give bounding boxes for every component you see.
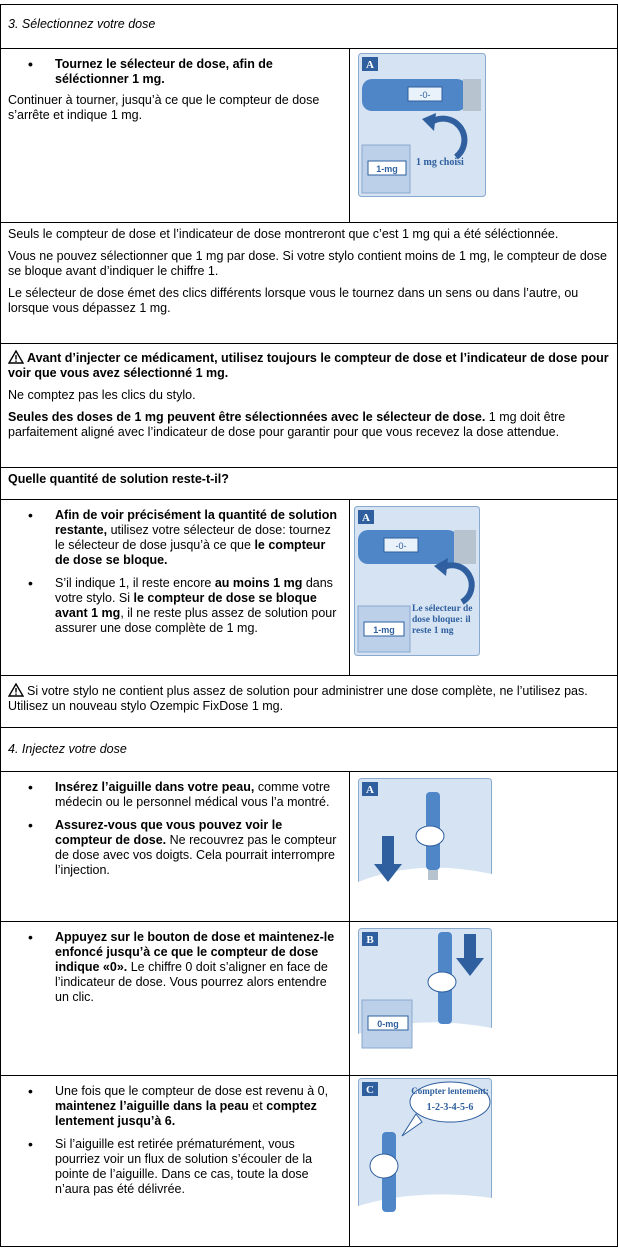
- warning1-paragraph-3: [8, 410, 610, 440]
- blocked-selector-illustration: [354, 506, 480, 656]
- insert-needle-illustration: [358, 778, 492, 904]
- warning1-p3-rest: 1 mg doit être parfaitement aligné avec l’indicateur de dose pour garantir pour que vous recevez la dose attendue.: [8, 410, 566, 439]
- figure-letter: A: [366, 59, 374, 71]
- warning2-row: [0, 675, 618, 727]
- remaining-heading-row: [0, 467, 618, 499]
- dose-counter-readout-2: 1-mg: [373, 625, 395, 635]
- bubble-count: 1-2-3-4-5-6: [426, 1102, 474, 1113]
- press-figure-cell: [350, 922, 617, 1075]
- note-paragraph-2: Vous ne pouvez sélectionner que 1 mg par dose. Si votre stylo contient moins de 1 mg, le compteur de dose se bloque avant d’indiquer le chiffre 1.: [8, 249, 607, 278]
- hold-bullet-2: • Si l’aiguille est retirée prématurément, vous pourriez voir un flux de solution s’écouler de la pointe de l’aiguille. Dans ce cas, toute la dose n’aura pas été délivrée.: [8, 1137, 341, 1197]
- step3-text-cell: [1, 49, 350, 222]
- step3-paragraph: Continuer à tourner, jusqu’à ce que le compteur de dose s’arrête et indique 1 mg.: [8, 93, 320, 122]
- insert-figure-cell: [350, 772, 617, 921]
- note-paragraph-1: Seuls le compteur de dose et l’indicateur de dose montreront que c’est 1 mg qui a été séléctionnée.: [8, 227, 559, 241]
- step3-instruction-row: [0, 48, 618, 222]
- step3-bullet: • Tournez le sélecteur de dose, afin de séléctionner 1 mg.: [8, 57, 341, 87]
- warning1-paragraph-2: Ne comptez pas les clics du stylo.: [8, 388, 196, 402]
- hold-text-cell: [1, 1076, 350, 1246]
- insert-bullet-2: • Assurez-vous que vous pouvez voir le compteur de dose. Ne recouvrez pas le compteur de dose avec vos doigts. Cela pourrait interrompre l’injection.: [8, 818, 341, 878]
- remaining-figure-cell: [350, 500, 617, 675]
- step3-heading: 3. Sélectionnez votre dose: [8, 17, 156, 31]
- figure-caption-2: Le sélecteur de dose bloque: il reste 1 mg: [412, 604, 473, 636]
- remaining-instruction-row: [0, 499, 618, 675]
- svg-text:-0-: -0-: [395, 541, 407, 551]
- press-bullet-1: • Appuyez sur le bouton de dose et maintenez-le enfoncé jusqu’à ce que le compteur de dose indique «0». Le chiffre 0 doit s’aligner en face de l’indicateur de dose. Vous pourrez alors entendre un clic.: [8, 930, 341, 1005]
- remaining-bullet-1: • Afin de voir précisément la quantité de solution restante, utilisez votre sélecteur de dose: tournez le sélecteur de dose jusqu’à ce que le compteur de dose se bloque.: [8, 508, 341, 568]
- step4-hold-row: [0, 1075, 618, 1247]
- hold-figure-cell: [350, 1076, 617, 1246]
- figure-caption: 1 mg choisi: [416, 157, 464, 168]
- notes-row: [0, 222, 618, 343]
- step4-heading-row: [0, 727, 618, 771]
- press-button-illustration: [358, 928, 492, 1056]
- note-paragraph-3: Le sélecteur de dose émet des clics différents lorsque vous le tournez dans un sens ou dans l’autre, ou lorsque vous dépassez 1 mg.: [8, 286, 579, 315]
- step3-heading-row: [0, 4, 618, 48]
- step4-heading: 4. Injectez votre dose: [8, 742, 127, 756]
- remaining-bullet-2: • S’il indique 1, il reste encore au moins 1 mg dans votre stylo. Si le compteur de dose se bloque avant 1 mg, il ne reste plus assez de solution pour assurer une dose complète de 1 mg.: [8, 576, 341, 636]
- warning1-p3-bold: Seules des doses de 1 mg peuvent être sélectionnées avec le sélecteur de dose.: [8, 410, 486, 424]
- hold-count-illustration: [358, 1078, 492, 1228]
- step3-figure-cell: [350, 49, 617, 222]
- press-text-cell: [1, 922, 350, 1075]
- svg-text:B: B: [366, 934, 374, 946]
- bubble-title: Compter lentement:: [411, 1086, 489, 1096]
- step4-press-row: [0, 921, 618, 1075]
- remaining-heading: Quelle quantité de solution reste-t-il?: [8, 472, 229, 486]
- warning2-text: Si votre stylo ne contient plus assez de solution pour administrer une dose complète, ne l’utilisez pas. Utilisez un nouveau stylo Ozempic FixDose 1 mg.: [8, 684, 588, 713]
- warning1-text: Avant d’injecter ce médicament, utilisez toujours le compteur de dose et l’indicateur de dose pour voir que vous avez sélectionné 1 mg.: [8, 351, 609, 380]
- svg-text:-0-: -0-: [419, 90, 431, 100]
- warning-icon: [8, 350, 24, 364]
- warning1-row: [0, 343, 618, 467]
- svg-text:A: A: [366, 784, 374, 796]
- svg-text:A: A: [362, 512, 370, 524]
- remaining-text-cell: [1, 500, 350, 675]
- dose-counter-readout: 1-mg: [376, 164, 398, 174]
- insert-text-cell: [1, 772, 350, 921]
- svg-text:C: C: [366, 1084, 374, 1096]
- dose-counter-readout-3: 0-mg: [377, 1019, 399, 1029]
- dial-dose-illustration: [358, 53, 486, 197]
- insert-bullet-1: • Insérez l’aiguille dans votre peau, comme votre médecin ou le personnel médical vous l’a montré.: [8, 780, 341, 810]
- step4-insert-row: [0, 771, 618, 921]
- hold-bullet-1: • Une fois que le compteur de dose est revenu à 0, maintenez l’aiguille dans la peau et comptez lentement jusqu’à 6.: [8, 1084, 341, 1129]
- warning-icon: [8, 683, 24, 697]
